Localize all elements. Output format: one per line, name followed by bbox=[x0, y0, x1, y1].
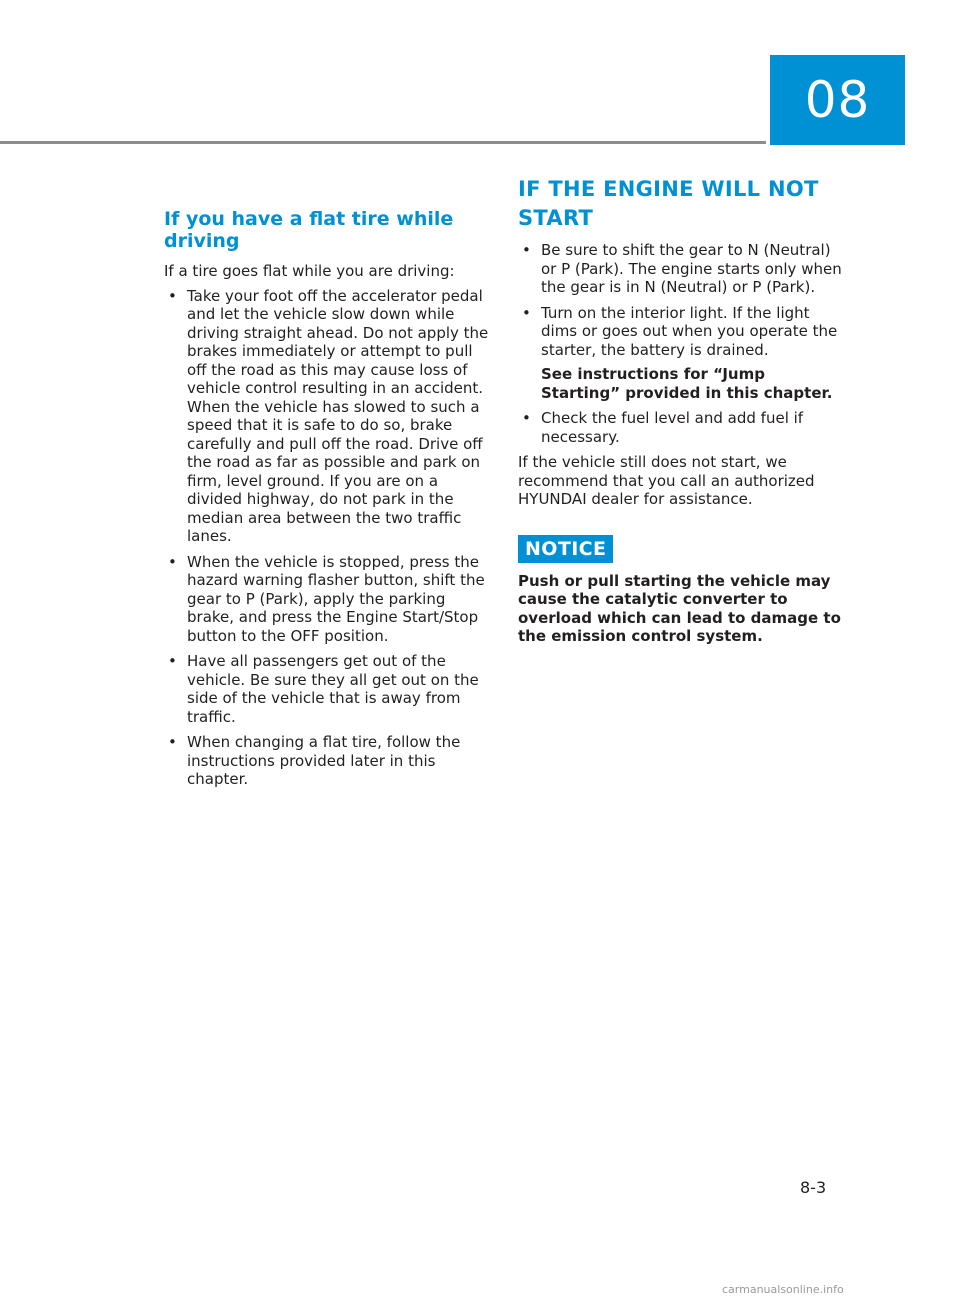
notice-text: Push or pull starting the vehicle may cause the catalytic converter to overload which can lead to damage to the emission control system. bbox=[518, 571, 841, 645]
bullet-glyph: • bbox=[168, 733, 177, 751]
list-item bbox=[164, 652, 494, 726]
list-item bbox=[518, 304, 848, 403]
bullet-glyph: • bbox=[522, 303, 531, 322]
engine-start-heading: IF THE ENGINE WILL NOT START bbox=[518, 177, 819, 230]
watermark: carmanualsonline.info bbox=[722, 1283, 844, 1296]
list-item-text: Have all passengers get out of the vehicle. Be sure they all get out on the side of the vehicle that is away from traffic. bbox=[187, 652, 479, 726]
bullet-glyph: • bbox=[168, 286, 177, 305]
list-item bbox=[164, 553, 494, 646]
bullet-glyph: • bbox=[522, 241, 531, 259]
list-item-text: When changing a flat tire, follow the instructions provided later in this chapter. bbox=[187, 733, 461, 788]
page-number: 8-3 bbox=[800, 1178, 827, 1197]
flat-tire-section bbox=[164, 208, 494, 796]
list-item-text: Take your foot off the accelerator pedal and let the vehicle slow down while driving straight ahead. Do not apply the brakes immediately or attempt to pull off the road as this may cause loss of vehicle control resulting in an accident. When the vehicle has slowed to such a speed that it is safe to do so, brake carefully and pull off the road. Drive off the road as far as possible and park on firm, level ground. If you are on a divided highway, do not park in the median area between the two traffic lanes. bbox=[187, 286, 489, 545]
header-rule bbox=[0, 141, 766, 144]
list-item bbox=[518, 241, 848, 297]
bullet-glyph: • bbox=[522, 409, 531, 427]
flat-tire-list bbox=[164, 287, 494, 789]
notice-badge: NOTICE bbox=[518, 535, 613, 563]
bullet-glyph: • bbox=[168, 652, 177, 670]
list-item-text: Turn on the interior light. If the light dims or goes out when you operate the starter, the battery is drained. bbox=[541, 303, 838, 359]
flat-tire-intro: If a tire goes flat while you are driving: bbox=[164, 262, 455, 280]
list-item-text: Be sure to shift the gear to N (Neutral) or P (Park). The engine starts only when the gear is in N (Neutral) or P (Park). bbox=[541, 241, 842, 296]
list-item-text: When the vehicle is stopped, press the hazard warning flasher button, shift the gear to P (Park), apply the parking brake, and press the Engine Start/Stop button to the OFF position. bbox=[187, 552, 485, 645]
list-item-text: Check the fuel level and add fuel if necessary. bbox=[541, 409, 804, 446]
list-item bbox=[164, 733, 494, 789]
list-item bbox=[518, 409, 848, 446]
bullet-glyph: • bbox=[168, 552, 177, 571]
list-item bbox=[164, 287, 494, 546]
jump-starting-note: See instructions for “Jump Starting” provided in this chapter. bbox=[541, 365, 833, 402]
engine-start-closing: If the vehicle still does not start, we recommend that you call an authorized HYUNDAI dealer for assistance. bbox=[518, 453, 815, 508]
engine-start-list bbox=[518, 241, 848, 446]
engine-start-section bbox=[518, 175, 848, 646]
chapter-tab: 08 bbox=[770, 55, 905, 145]
flat-tire-heading: If you have a flat tire while driving bbox=[164, 208, 454, 252]
